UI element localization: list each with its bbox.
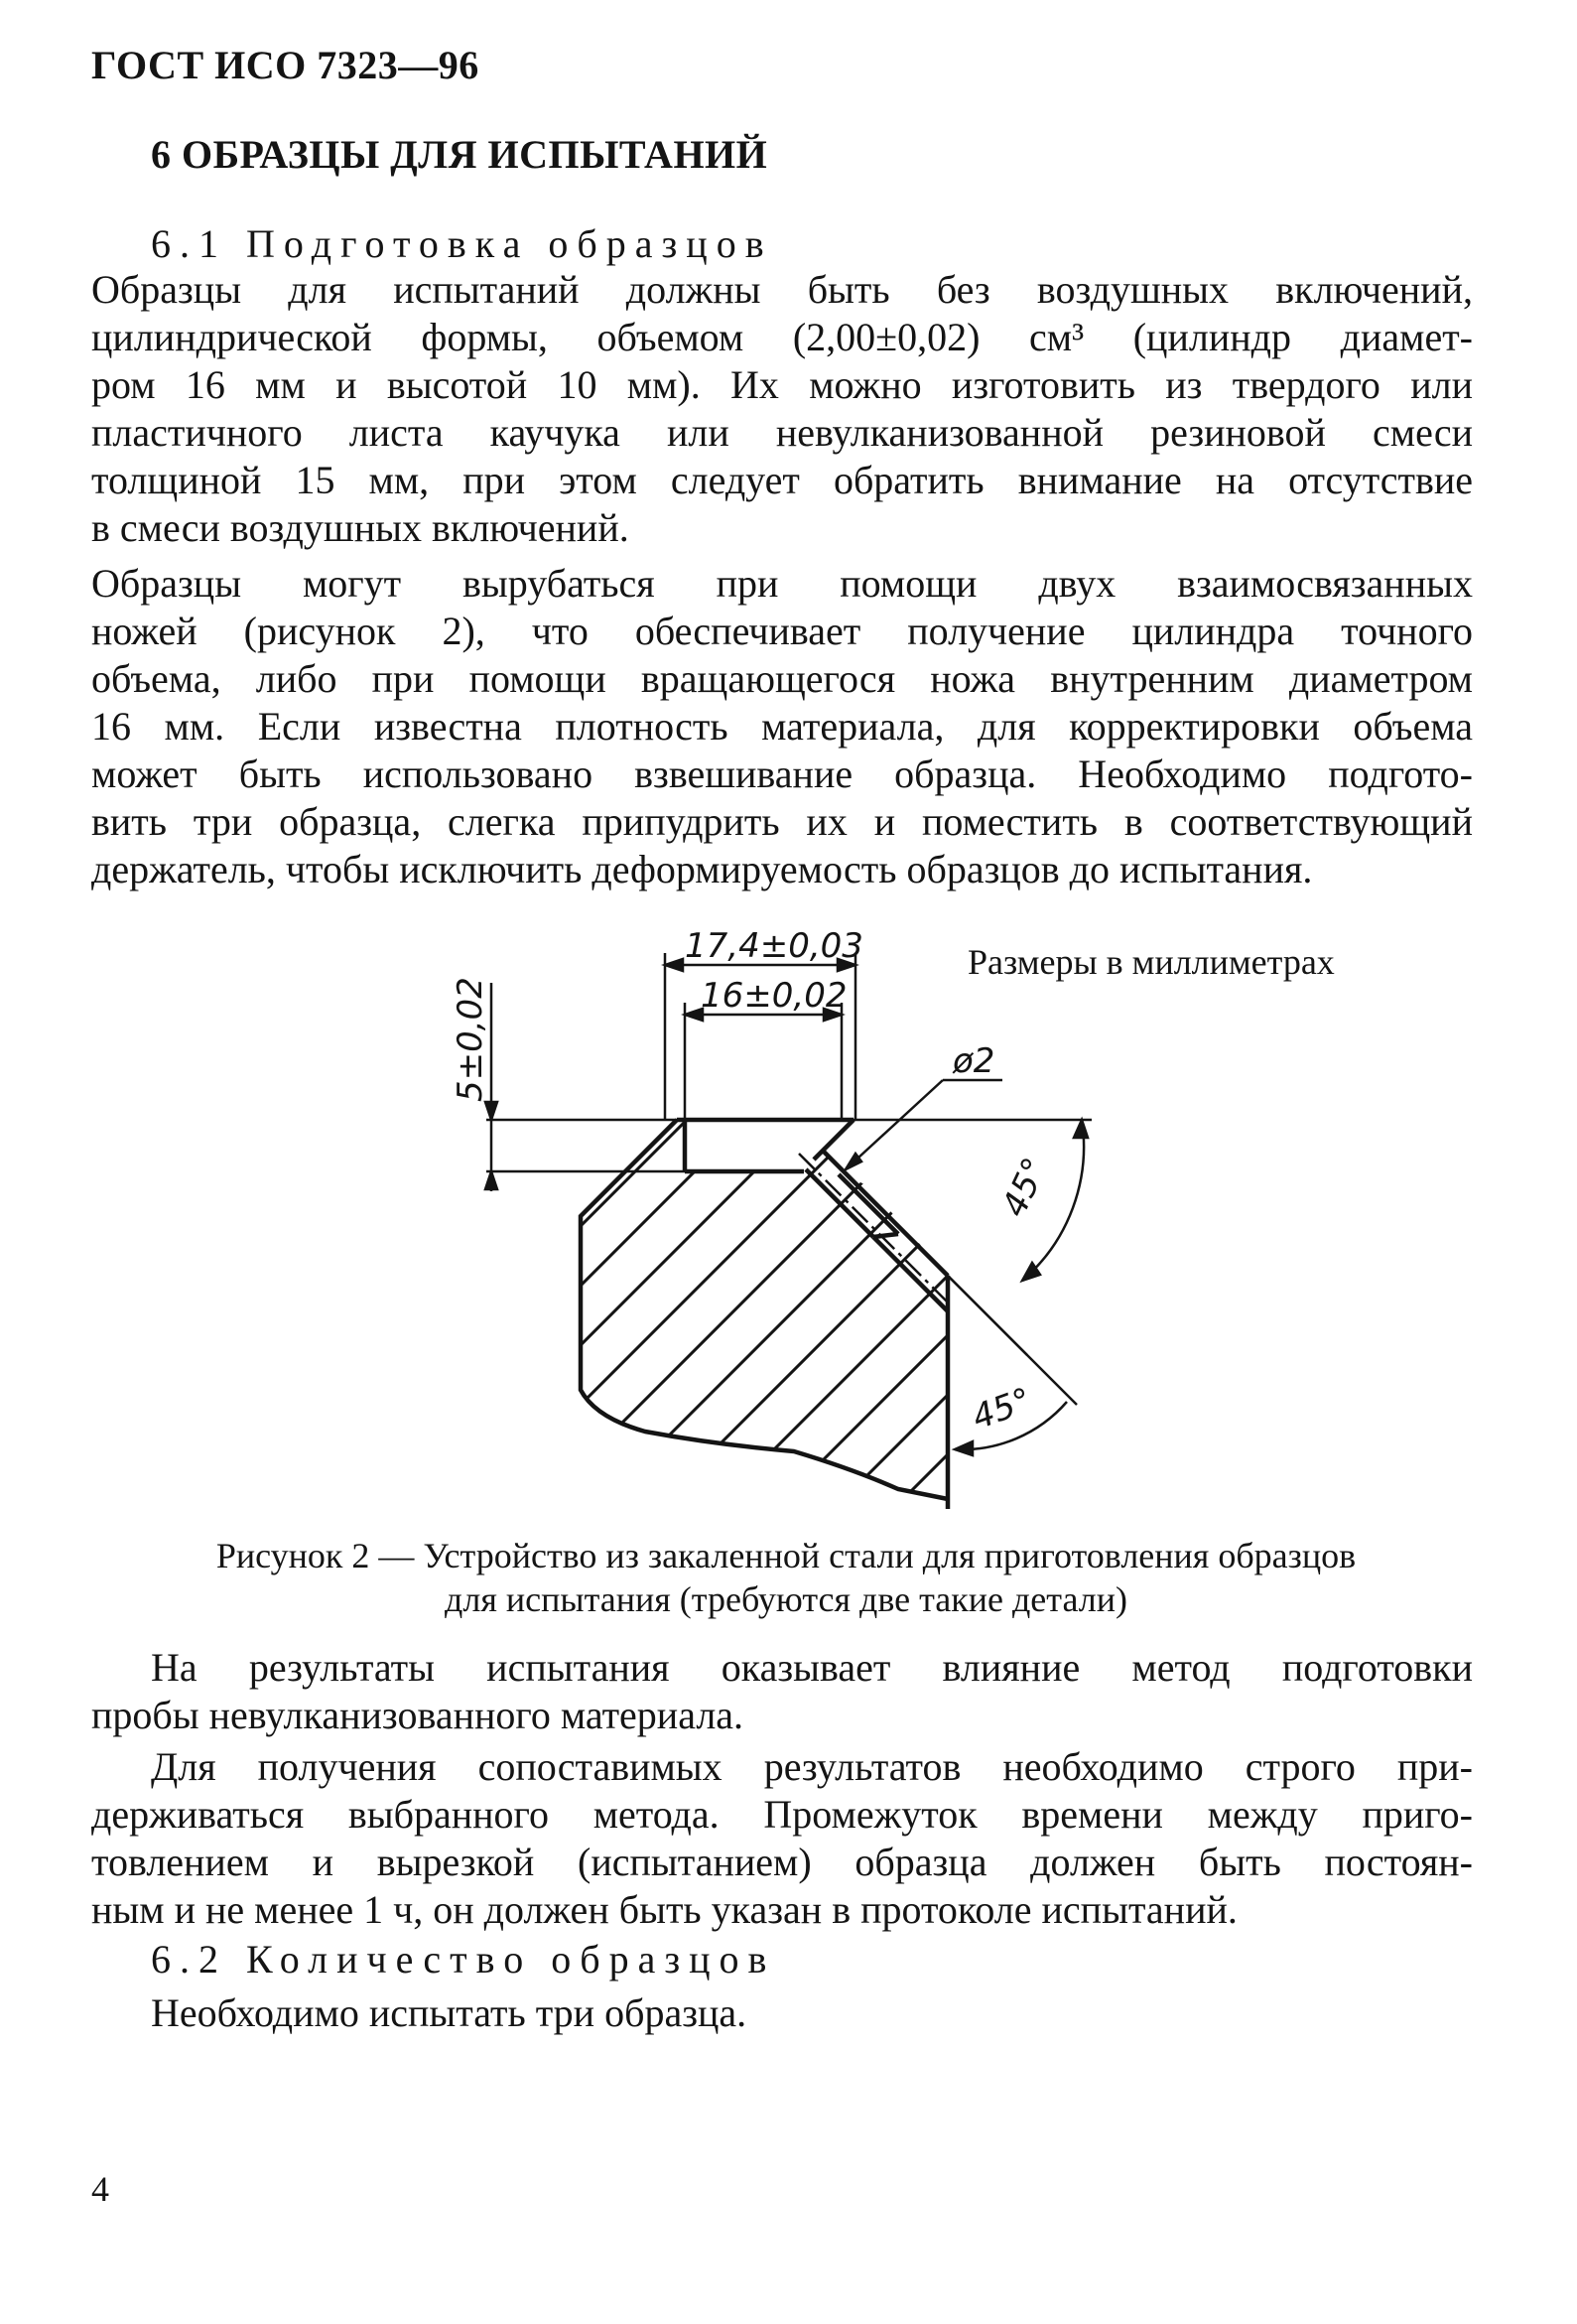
paragraph-5-line: Необходимо испытать три образца.	[151, 1990, 747, 2035]
paragraph-4-line: держиваться выбранного метода. Промежуток времени между приго-	[91, 1792, 1473, 1837]
paragraph-4-line: ным и не менее 1 ч, он должен быть указан в протоколе испытаний.	[91, 1887, 1238, 1932]
paragraph-4-line: товлением и вырезкой (испытанием) образца должен быть постоян-	[91, 1840, 1473, 1884]
paragraph-2-line: держатель, чтобы исключить деформируемость образцов до испытания.	[91, 847, 1313, 891]
dim-outer-width-label: 17,4±0,03	[685, 926, 863, 966]
angle-lower-label: 45°	[967, 1380, 1037, 1438]
paragraph-3-line: На результаты испытания оказывает влияние метод подготовки	[151, 1645, 1473, 1690]
hole-center-line	[799, 1154, 948, 1302]
section-hatching	[437, 1092, 1350, 1569]
paragraph-2-line: 16 мм. Если известна плотность материала, для корректировки объема	[91, 704, 1473, 749]
figure-caption	[91, 1534, 1481, 1621]
paragraph-2-line: ножей (рисунок 2), что обеспечивает получение цилиндра точного	[91, 609, 1473, 653]
lower-angle-dimension	[948, 1276, 1077, 1455]
figure-caption-line: для испытания (требуются две такие детали)	[445, 1579, 1127, 1619]
paragraph-1-line: пластичного листа каучука или невулканизованной резиновой смеси	[91, 410, 1473, 455]
angle-upper-label: 45°	[993, 1152, 1056, 1223]
paragraph-1-line: толщиной 15 мм, при этом следует обратить внимание на отсутствие	[91, 458, 1473, 502]
paragraph-2-line: может быть использовано взвешивание образца. Необходимо подгото-	[91, 752, 1473, 796]
dim-inner-width-label: 16±0,02	[701, 976, 848, 1016]
paragraph-5	[151, 1989, 1143, 2037]
subsection-6-2-title: 6.2 Количество образцов	[151, 1937, 776, 1982]
hole-diameter-leader	[846, 1080, 1002, 1169]
paragraph-4	[91, 1743, 1473, 1934]
paragraph-3-line: пробы невулканизованного материала.	[91, 1693, 744, 1737]
paragraph-1-line: Образцы для испытаний должны быть без воздушных включений,	[91, 267, 1473, 312]
paragraph-1-line: цилиндрической формы, объемом (2,00±0,02) см³ (цилиндр диамет-	[91, 315, 1473, 359]
page-number: 4	[91, 2169, 109, 2209]
figure-caption-line: Рисунок 2 — Устройство из закаленной стали для приготовления образцов	[215, 1536, 1357, 1575]
figure-units-note: Размеры в миллиметрах	[968, 942, 1335, 982]
paragraph-1-line: ром 16 мм и высотой 10 мм). Их можно изготовить из твердого или	[91, 362, 1473, 407]
paragraph-2-line: вить три образца, слегка припудрить их и поместить в соответствующий	[91, 799, 1473, 844]
dim-height-label: 5±0,02	[451, 977, 490, 1102]
paragraph-4-line: Для получения сопоставимых результатов необходимо строго при-	[151, 1744, 1473, 1789]
dim-hole-diameter-label: ø2	[953, 1041, 995, 1081]
paragraph-3	[91, 1644, 1473, 1739]
subsection-6-1-title: 6.1 Подготовка образцов	[151, 221, 773, 266]
paragraph-2-line: объема, либо при помощи вращающегося ножа внутренним диаметром	[91, 656, 1473, 701]
section-title: 6 ОБРАЗЦЫ ДЛЯ ИСПЫТАНИЙ	[151, 132, 768, 177]
paragraph-1-line: в смеси воздушных включений.	[91, 505, 629, 550]
paragraph-2-line: Образцы могут вырубаться при помощи двух взаимосвязанных	[91, 561, 1473, 606]
document-code-header: ГОСТ ИСО 7323—96	[91, 43, 479, 87]
